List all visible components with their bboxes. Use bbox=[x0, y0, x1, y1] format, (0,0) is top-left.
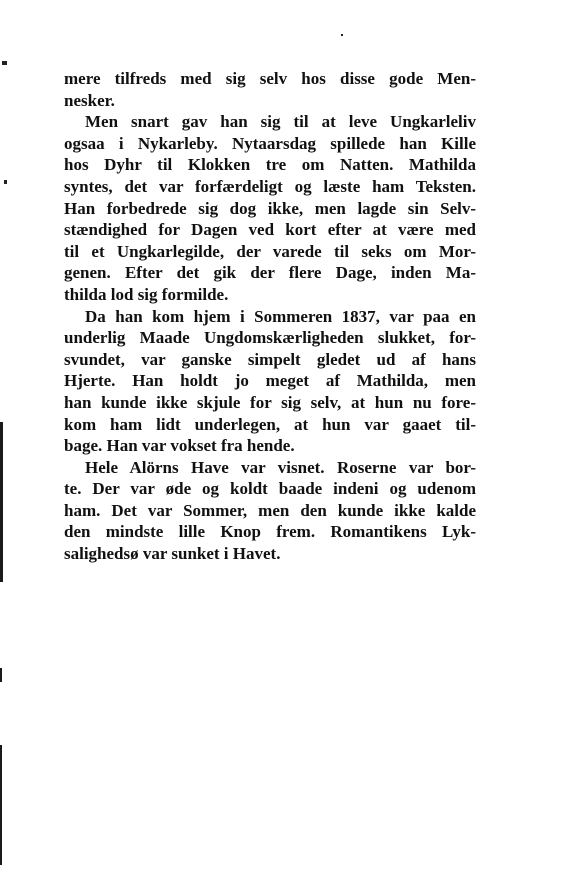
text-line: nesker. bbox=[64, 90, 115, 110]
scan-speck bbox=[341, 34, 343, 36]
text-line: den mindste lille Knop frem. Romantikens Lyk- bbox=[64, 522, 476, 542]
page-edge-shadow bbox=[0, 422, 3, 582]
page-edge-shadow bbox=[0, 668, 2, 682]
paragraph bbox=[64, 111, 476, 305]
page-edge-shadow bbox=[0, 745, 2, 865]
text-line: kom ham lidt underlegen, at hun var gaaet til- bbox=[64, 414, 476, 434]
text-line: Hele Alörns Have var visnet. Roserne var bor- bbox=[85, 457, 476, 477]
paragraph bbox=[64, 457, 476, 565]
text-line: genen. Efter det gik der flere Dage, inden Ma- bbox=[64, 263, 476, 283]
text-line: ogsaa i Nykarleby. Nytaarsdag spillede han Kille bbox=[64, 133, 476, 153]
paragraph bbox=[64, 306, 476, 457]
text-line: til et Ungkarlegilde, der varede til seks om Mor- bbox=[64, 241, 476, 261]
text-line: Men snart gav han sig til at leve Ungkarleliv bbox=[85, 112, 476, 132]
scan-speck bbox=[4, 180, 7, 184]
text-line: te. Der var øde og koldt baade indeni og udenom bbox=[64, 479, 476, 499]
text-line: han kunde ikke skjule for sig selv, at hun nu fore- bbox=[64, 392, 476, 412]
text-line: salighedsø var sunket i Havet. bbox=[64, 544, 281, 564]
body-text bbox=[64, 68, 476, 565]
paragraph bbox=[64, 68, 476, 111]
text-line: Hjerte. Han holdt jo meget af Mathilda, men bbox=[64, 371, 476, 391]
text-line: hos Dyhr til Klokken tre om Natten. Mathilda bbox=[64, 155, 476, 175]
text-line: svundet, var ganske simpelt gledet ud af hans bbox=[64, 349, 476, 369]
text-line: Han forbedrede sig dog ikke, men lagde sin Selv- bbox=[64, 198, 476, 218]
text-line: underlig Maade Ungdomskærligheden slukket, for- bbox=[64, 328, 476, 348]
text-line: thilda lod sig formilde. bbox=[64, 284, 229, 304]
text-line: Da han kom hjem i Sommeren 1837, var paa en bbox=[85, 306, 476, 326]
text-line: ham. Det var Sommer, men den kunde ikke kalde bbox=[64, 500, 476, 520]
text-line: stændighed for Dagen ved kort efter at være med bbox=[64, 220, 476, 240]
text-line: mere tilfreds med sig selv hos disse gode Men- bbox=[64, 69, 476, 88]
text-line: syntes, det var forfærdeligt og læste ham Teksten. bbox=[64, 176, 476, 196]
text-line: bage. Han var vokset fra hende. bbox=[64, 436, 295, 456]
scan-speck bbox=[2, 61, 7, 65]
